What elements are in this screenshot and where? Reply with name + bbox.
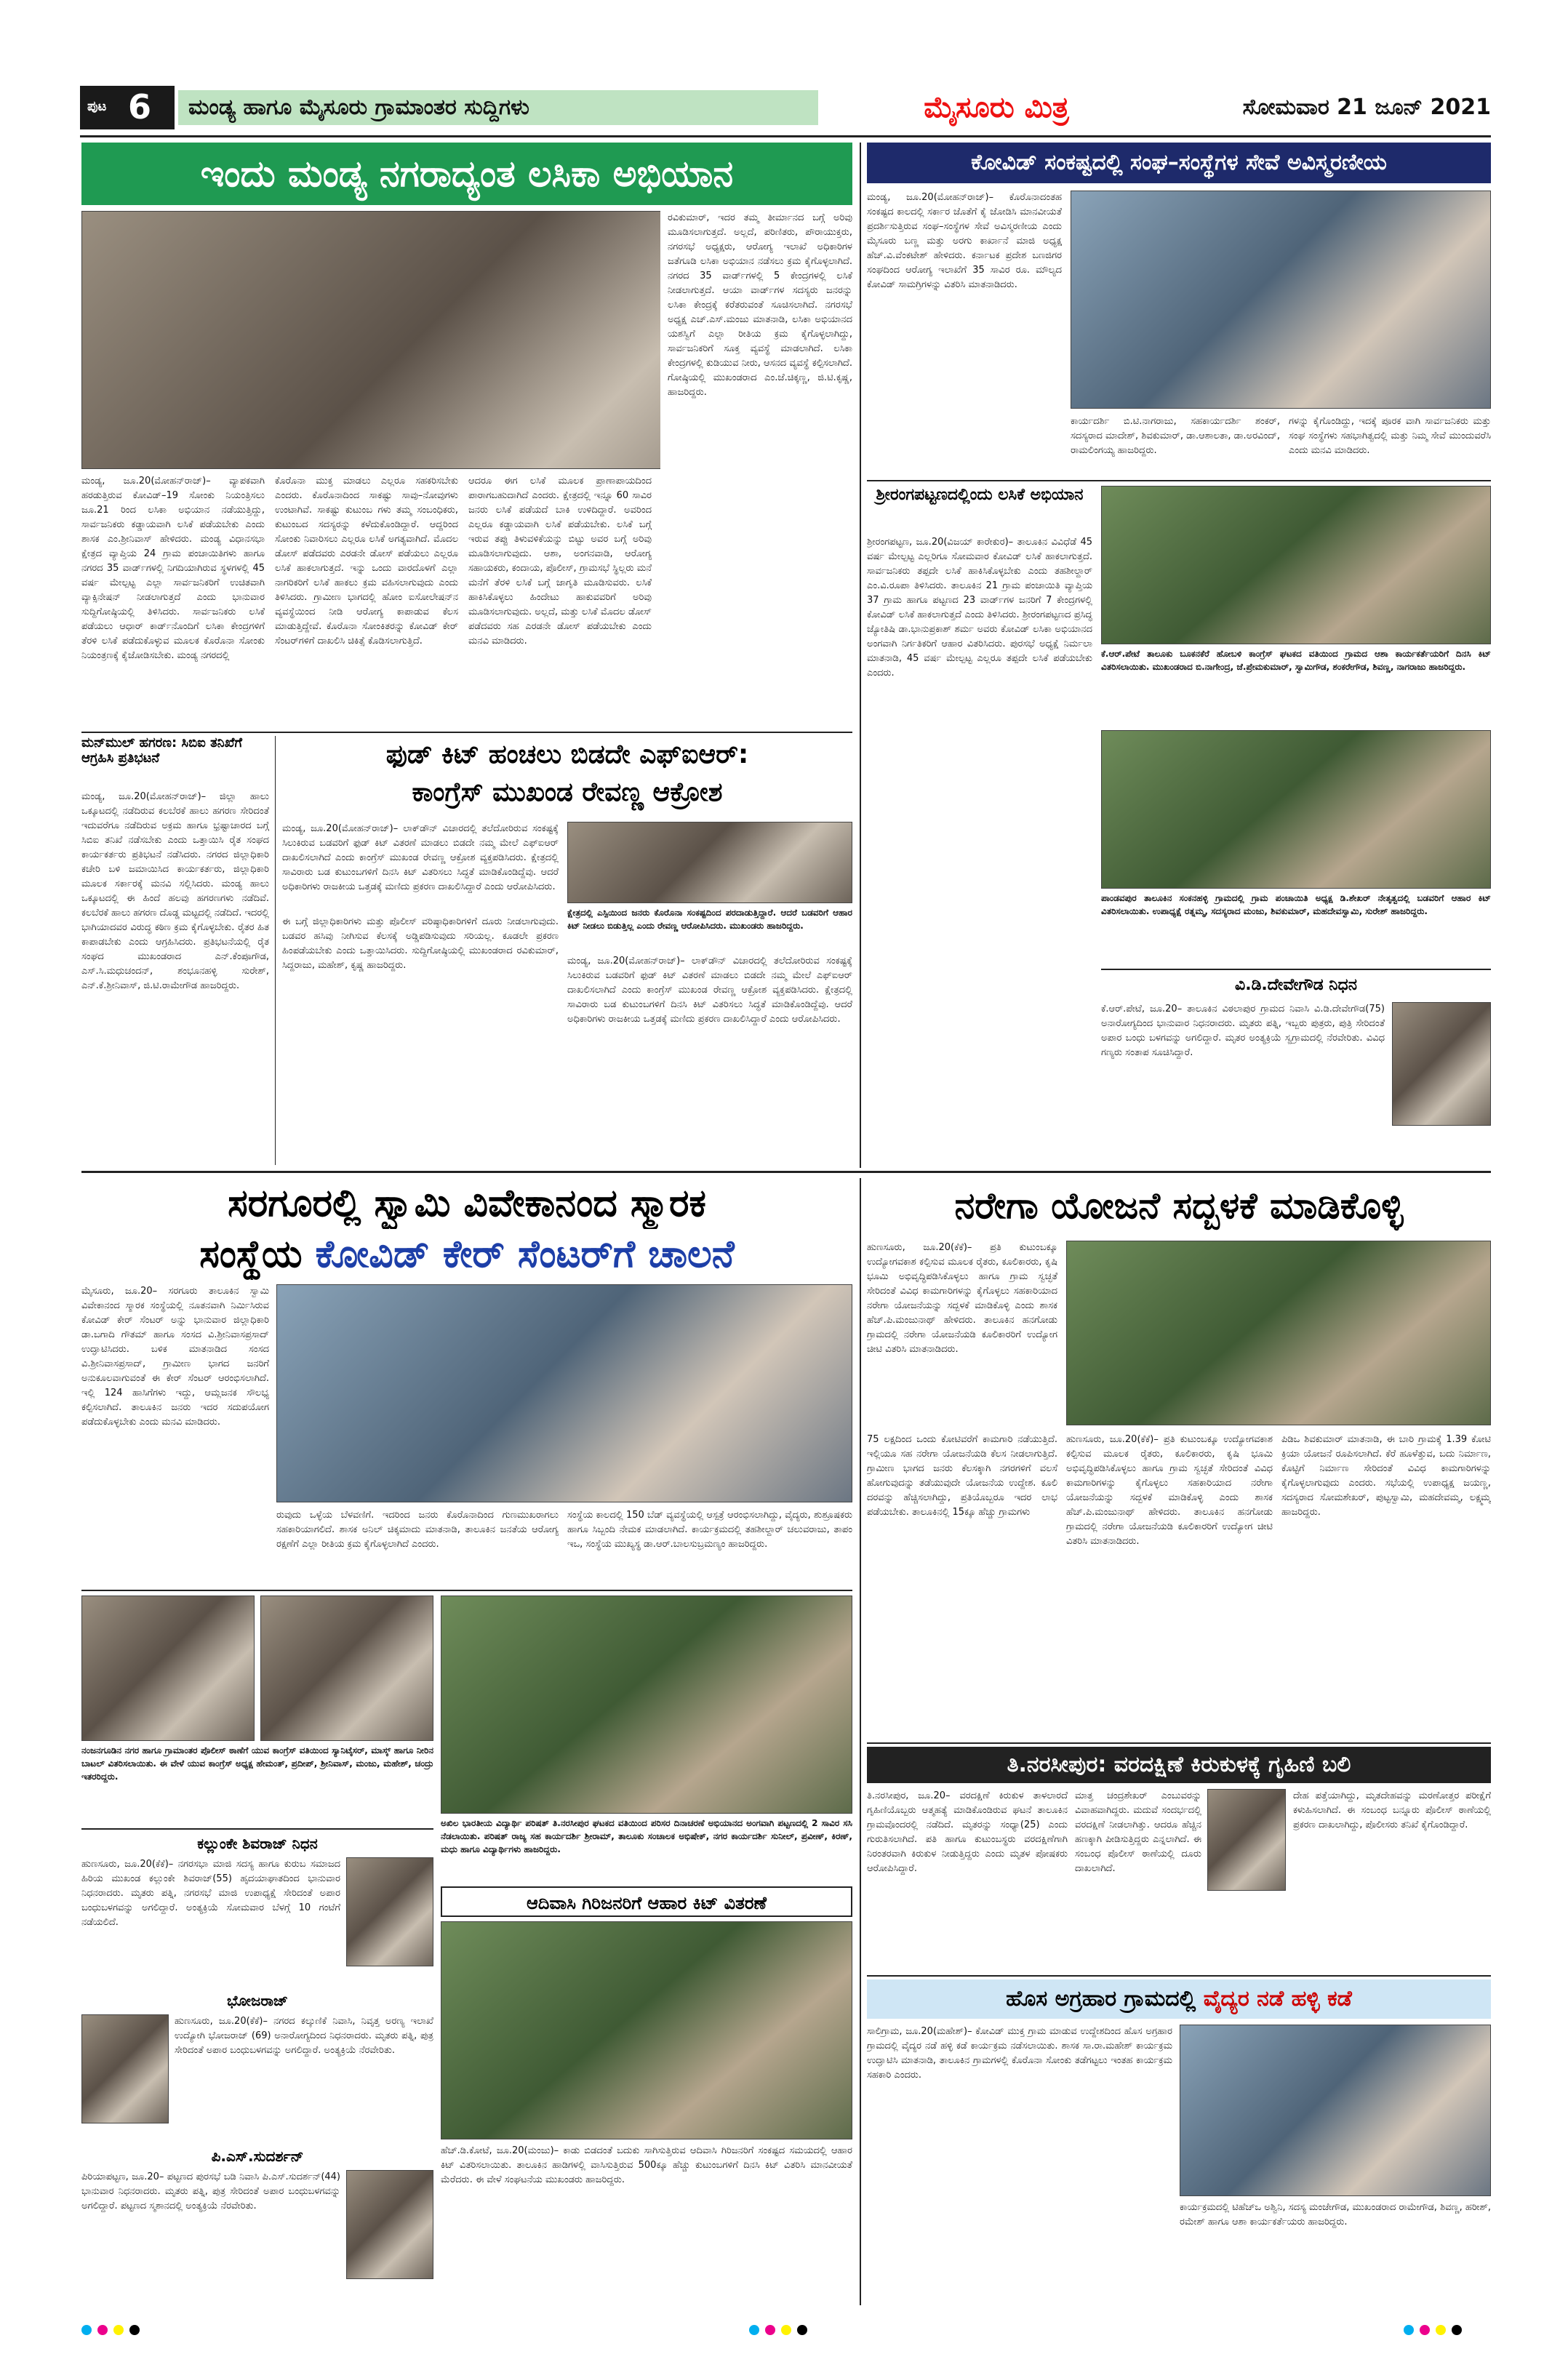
article-vaccination-col1: ಮಂಡ್ಯ, ಜೂ.20(ಮೋಹನ್‌ರಾಜ್)– ವ್ಯಾಪಕವಾಗಿ ಹರಡುತ್ತಿರುವ ಕೋವಿಡ್–19 ಸೋಂಕು ನಿಯಂತ್ರಿಸಲು ಜೂ.21 ರಿಂದ ಲಸಿಕಾ ಅಭಿಯಾನ ನಡೆಯುತ್ತಿದ್ದು, ಸಾರ್ವಜನಿಕರು ಕಡ್ಡಾಯವಾಗಿ ಲಸಿಕೆ ಪಡೆಯಬೇಕು ಎಂದು ಶಾಸಕ ಎಂ.ಶ್ರೀನಿವಾಸ್ ಹೇಳಿದರು. ಮಂಡ್ಯ ವಿಧಾನಸಭಾ ಕ್ಷೇತ್ರದ ವ್ಯಾಪ್ತಿಯ 24 ಗ್ರಾಮ ಪಂಚಾಯಿತಿಗಳು ಹಾಗೂ ನಗರದ 35 ವಾರ್ಡ್‌ಗಳಲ್ಲಿ ನಿಗದಿಯಾಗಿರುವ ಸ್ಥಳಗಳಲ್ಲಿ 45 ವರ್ಷ ಮೇಲ್ಪಟ್ಟ ಎಲ್ಲಾ ಸಾರ್ವಜನಿಕರಿಗೆ ಉಚಿತವಾಗಿ ವ್ಯಾಕ್ಸಿನೇಷನ್ ನೀಡಲಾಗುತ್ತದೆ ಎಂದು ಭಾನುವಾರ ಸುದ್ದಿಗೋಷ್ಠಿಯಲ್ಲಿ ತಿಳಿಸಿದರು. ಸಾರ್ವಜನಿಕರು ಲಸಿಕೆ ಪಡೆಯಲು ಆಧಾರ್ ಕಾರ್ಡ್‌ನೊಂದಿಗೆ ಲಸಿಕಾ ಕೇಂದ್ರಗಳಿಗೆ ತೆರಳಿ ಲಸಿಕೆ ಪಡೆದುಕೊಳ್ಳುವ ಮೂಲಕ ಕೊರೊನಾ ಸೋಂಕು ನಿಯಂತ್ರಣಕ್ಕೆ ಕೈಜೋಡಿಸಬೇಕು. ಮಂಡ್ಯ ನಗರದಲ್ಲಿ [81,476,265,661]
column-divider [275,736,276,1165]
yellow-dot [1436,2325,1446,2335]
section-divider [867,1742,1491,1744]
headline-part-a: ಸಂಸ್ಥೆಯ [199,1233,303,1276]
page-number-box [80,86,175,129]
article-foodkit-col2: ಈ ಬಗ್ಗೆ ಜಿಲ್ಲಾಧಿಕಾರಿಗಳು ಮತ್ತು ಪೊಲೀಸ್ ವರಿಷ್ಠಾಧಿಕಾರಿಗಳಿಗೆ ದೂರು ನೀಡಲಾಗುವುದು. ಬಡವರ ಹಸಿವು ನೀಗಿಸುವ ಕೆಲಸಕ್ಕೆ ಅಡ್ಡಿಪಡಿಸುವುದು ಸರಿಯಲ್ಲ. ಕೂಡಲೇ ಪ್ರಕರಣ ಹಿಂಪಡೆಯಬೇಕು ಎಂದು ಒತ್ತಾಯಿಸಿದರು. ಸುದ್ದಿಗೋಷ್ಠಿಯಲ್ಲಿ ಮುಖಂಡರಾದ ರವಿಕುಮಾರ್, ಸಿದ್ದರಾಜು, ಮಹೇಶ್, ಕೃಷ್ಣ ಹಾಜರಿದ್ದರು. [282,916,559,971]
masthead-rule [80,135,1491,137]
article-saragur-col1: ಮೈಸೂರು, ಜೂ.20– ಸರಗೂರು ತಾಲೂಕಿನ ಸ್ವಾಮಿ ವಿವೇಕಾನಂದ ಸ್ಮಾರಕ ಸಂಸ್ಥೆಯಲ್ಲಿ ನೂತನವಾಗಿ ನಿರ್ಮಿಸಿರುವ ಕೋವಿಡ್ ಕೇರ್ ಸೆಂಟರ್ ಅನ್ನು ಭಾನುವಾರ ಜಿಲ್ಲಾಧಿಕಾರಿ ಡಾ.ಬಗಾದಿ ಗೌತಮ್ ಹಾಗೂ ಸಂಸದ ವಿ.ಶ್ರೀನಿವಾಸಪ್ರಸಾದ್ ಉದ್ಘಾಟಿಸಿದರು. ಬಳಿಕ ಮಾತನಾಡಿದ ಸಂಸದ ವಿ.ಶ್ರೀನಿವಾಸಪ್ರಸಾದ್, ಗ್ರಾಮೀಣ ಭಾಗದ ಜನರಿಗೆ ಅನುಕೂಲವಾಗುವಂತೆ ಈ ಕೇರ್ ಸೆಂಟರ್ ಆರಂಭಿಸಲಾಗಿದೆ. ಇಲ್ಲಿ 124 ಹಾಸಿಗೆಗಳು ಇದ್ದು, ಆಮ್ಲಜನಕ ಸೌಲಭ್ಯ ಕಲ್ಪಿಸಲಾಗಿದೆ. ತಾಲೂಕಿನ ಜನರು ಇದರ ಸದುಪಯೋಗ ಪಡೆದುಕೊಳ್ಳಬೇಕು ಎಂದು ಮನವಿ ಮಾಡಿದರು. [81,1286,269,1428]
article-vaccination-col4: ರವಿಕುಮಾರ್, ಇದರ ತಮ್ಮ ತೀರ್ಮಾನದ ಬಗ್ಗೆ ಅರಿವು ಮೂಡಿಸಲಾಗುತ್ತದೆ. ಅಲ್ಲದೆ, ಪರಿಣಿತರು, ಪೌರಾಯುಕ್ತರು, ನಗರಸಭೆ ಅಧ್ಯಕ್ಷರು, ಆರೋಗ್ಯ ಇಲಾಖೆ ಅಧಿಕಾರಿಗಳ ಜತೆಗೂಡಿ ಲಸಿಕಾ ಅಭಿಯಾನ ನಡೆಸಲು ಕ್ರಮ ಕೈಗೊಳ್ಳಲಾಗಿದೆ. ನಗರದ 35 ವಾರ್ಡ್‌ಗಳಲ್ಲಿ 5 ಕೇಂದ್ರಗಳಲ್ಲಿ ಲಸಿಕೆ ನೀಡಲಾಗುತ್ತದೆ. ಆಯಾ ವಾರ್ಡ್‌ಗಳ ಸದಸ್ಯರು ಜನರನ್ನು ಲಸಿಕಾ ಕೇಂದ್ರಕ್ಕೆ ಕರೆತರುವಂತೆ ಸೂಚಿಸಲಾಗಿದೆ. ನಗರಸಭೆ ಅಧ್ಯಕ್ಷ ಎಚ್.ಎಸ್.ಮಂಜು ಮಾತನಾಡಿ, ಲಸಿಕಾ ಅಭಿಯಾನದ ಯಶಸ್ವಿಗೆ ಎಲ್ಲಾ ರೀತಿಯ ಕ್ರಮ ಕೈಗೊಳ್ಳಲಾಗಿದ್ದು, ಸಾರ್ವಜನಿಕರಿಗೆ ಸೂಕ್ತ ವ್ಯವಸ್ಥೆ ಮಾಡಲಾಗಿದೆ. ಲಸಿಕಾ ಕೇಂದ್ರಗಳಲ್ಲಿ ಕುಡಿಯುವ ನೀರು, ಆಸನದ ವ್ಯವಸ್ಥೆ ಕಲ್ಪಿಸಲಾಗಿದೆ. ಗೋಷ್ಠಿಯಲ್ಲಿ ಮುಖಂಡರಾದ ಎಂ.ಜೆ.ಚಿಕ್ಕಣ್ಣ, ಜಿ.ಟಿ.ಕೃಷ್ಣ, ಹಾಜರಿದ್ದರು. [660,211,852,727]
photo-covid-care-centre [276,1284,852,1502]
black-dot [1452,2325,1462,2335]
obituary-headline: ಪಿ.ಎಸ್.ಸುದರ್ಶನ್ [211,2147,304,2165]
photo-org-donation [1071,191,1491,409]
obituary-body: ಪಿರಿಯಾಪಟ್ಟಣ, ಜೂ.20– ಪಟ್ಟಣದ ಪುರಸಭೆ ಬಡಿ ನಿವಾಸಿ ಪಿ.ಎಸ್.ಸುದರ್ಶನ್(44) ಭಾನುವಾರ ನಿಧನರಾದರು. ಮೃತರು ಪತ್ನಿ, ಪುತ್ರ ಸೇರಿದಂತೆ ಅಪಾರ ಬಂಧುಬಳಗವನ್ನು ಅಗಲಿದ್ದಾರೆ. ಪಟ್ಟಣದ ಸ್ಮಶಾನದಲ್ಲಿ ಅಂತ್ಯಕ್ರಿಯೆ ನೆರವೇರಿತು. [81,2171,340,2211]
section-divider [867,480,1491,481]
section-title: ಮಂಡ್ಯ ಹಾಗೂ ಮೈಸೂರು ಗ್ರಾಮಾಂತರ ಸುದ್ದಿಗಳು [178,90,818,125]
article-vaccination-col2: ಕೊರೊನಾ ಮುಕ್ತ ಮಾಡಲು ಎಲ್ಲರೂ ಸಹಕರಿಸಬೇಕು ಎಂದರು. ಕೊರೊನಾದಿಂದ ಸಾಕಷ್ಟು ಸಾವು–ನೋವುಗಳು ಉಂಟಾಗಿವೆ. ಸಾಕಷ್ಟು ಕುಟುಂಬ ಗಳು ತಮ್ಮ ಸಂಬಂಧಿಕರು, ಕುಟುಂಬದ ಸದಸ್ಯರನ್ನು ಕಳೆದುಕೊಂಡಿದ್ದಾರೆ. ಆದ್ದರಿಂದ ಸೋಂಕು ನಿವಾರಿಸಲು ಎಲ್ಲರೂ ಲಸಿಕೆ ಅಗತ್ಯವಾಗಿದೆ. ಮೊದಲ ಡೋಸ್ ಪಡೆದವರು ಎರಡನೇ ಡೋಸ್ ಪಡೆಯಲು ಎಲ್ಲರೂ ಲಸಿಕೆ ಹಾಕಲಾಗುತ್ತದೆ. ಇನ್ನು ಒಂದು ವಾರದೊಳಗೆ ಎಲ್ಲಾ ನಾಗರಿಕರಿಗೆ ಲಸಿಕೆ ಹಾಕಲು ಕ್ರಮ ವಹಿಸಲಾಗುವುದು ಎಂದು ತಿಳಿಸಿದರು. ಗ್ರಾಮೀಣ ಭಾಗದಲ್ಲಿ ಹೋಂ ಐಸೋಲೇಷನ್‌ನ ವ್ಯವಸ್ಥೆಯಿಂದ ನೀಡಿ ಆರೋಗ್ಯ ಕಾಪಾಡುವ ಕೆಲಸ ಮಾಡುತ್ತಿದ್ದೇವೆ. ಕೊರೊನಾ ಸೋಂಕಿತರನ್ನು ಕೋವಿಡ್ ಕೇರ್ ಸೆಂಟರ್‌ಗಳಿಗೆ ದಾಖಲಿಸಿ ಚಿಕಿತ್ಸೆ ಕೊಡಿಸಲಾಗುತ್ತಿದೆ. [275,476,458,646]
headline-srirangapatna: ಶ್ರೀರಂಗಪಟ್ಟಣದಲ್ಲಿಂದು ಲಸಿಕೆ ಅಭಿಯಾನ [876,486,1084,504]
obituary-headline: ಭೋಜರಾಜ್ [227,1992,288,2009]
magenta-dot [765,2325,775,2335]
headline-part-b: ವೈದ್ಯರ ನಡೆ ಹಳ್ಳಿ ಕಡೆ [1203,1986,1352,2011]
article-manmul: ಮಂಡ್ಯ, ಜೂ.20(ಮೋಹನ್‌ರಾಜ್)– ಜಿಲ್ಲಾ ಹಾಲು ಒಕ್ಕೂಟದಲ್ಲಿ ನಡೆದಿರುವ ಕಲಬೆರಕೆ ಹಾಲು ಹಗರಣ ಸೇರಿದಂತೆ ಇದುವರೆಗೂ ನಡೆದಿರುವ ಅಕ್ರಮ ಹಾಗೂ ಭ್ರಷ್ಟಾಚಾರದ ಬಗ್ಗೆ ಸಿಬಿಐ ತನಿಖೆ ನಡೆಸಬೇಕು ಎಂದು ಒತ್ತಾಯಿಸಿ ರೈತ ಸಂಘದ ಕಾರ್ಯಕರ್ತರು ಪ್ರತಿಭಟನೆ ನಡೆಸಿದರು. ನಗರದ ಜಿಲ್ಲಾಧಿಕಾರಿ ಕಚೇರಿ ಬಳಿ ಜಮಾಯಿಸಿದ ಕಾರ್ಯಕರ್ತರು, ಜಿಲ್ಲಾಧಿಕಾರಿ ಮೂಲಕ ಸರ್ಕಾರಕ್ಕೆ ಮನವಿ ಸಲ್ಲಿಸಿದರು. ಮಂಡ್ಯ ಹಾಲು ಒಕ್ಕೂಟದಲ್ಲಿ ಈ ಹಿಂದೆ ಹಲವು ಹಗರಣಗಳು ನಡೆದಿವೆ. ಕಲಬೆರಕೆ ಹಾಲು ಹಗರಣ ದೊಡ್ಡ ಮಟ್ಟದಲ್ಲಿ ನಡೆದಿದೆ. ಇದರಲ್ಲಿ ಭಾಗಿಯಾದವರ ವಿರುದ್ಧ ಕಠಿಣ ಕ್ರಮ ಕೈಗೊಳ್ಳಬೇಕು. ರೈತರ ಹಿತ ಕಾಪಾಡಬೇಕು ಎಂದು ಆಗ್ರಹಿಸಿದರು. ಪ್ರತಿಭಟನೆಯಲ್ಲಿ ರೈತ ಸಂಘದ ಮುಖಂಡರಾದ ಎನ್.ಕೆಂಪೂಗೌಡ, ಎಸ್.ಸಿ.ಮಧುಚಂದನ್, ಶಂಭೂನಹಳ್ಳಿ ಸುರೇಶ್, ಎನ್.ಕೆ.ಶ್ರೀನಿವಾಸ್, ಜಿ.ಟಿ.ರಾಮೇಗೌಡ ಹಾಜರಿದ್ದರು. [81,791,269,991]
headline-tribal-kit: ಆದಿವಾಸಿ ಗಿರಿಜನರಿಗೆ ಆಹಾರ ಕಿಟ್ ವಿತರಣೆ [441,1886,852,1917]
cyan-dot [81,2325,92,2335]
headline-org-service [867,143,1491,183]
article-tribal-kit: ಹೆಚ್.ಡಿ.ಕೋಟೆ, ಜೂ.20(ಮಂಜು)– ಕಾಡು ಬಿಡದಂತೆ ಬದುಕು ಸಾಗಿಸುತ್ತಿರುವ ಆದಿವಾಸಿ ಗಿರಿಜನರಿಗೆ ಸಂಕಷ್ಟದ ಸಮಯದಲ್ಲಿ ಆಹಾರ ಕಿಟ್ ವಿತರಿಸಲಾಯಿತು. ತಾಲೂಕಿನ ಹಾಡಿಗಳಲ್ಲಿ ವಾಸಿಸುತ್ತಿರುವ 500ಕ್ಕೂ ಹೆಚ್ಚು ಕುಟುಂಬಗಳಿಗೆ ದಿನಸಿ ಕಿಟ್ ವಿತರಿಸಿ ಮಾನವೀಯತೆ ಮೆರೆದರು. ಈ ವೇಳೆ ಸಂಘಟನೆಯ ಮುಖಂಡರು ಹಾಜರಿದ್ದರು. [441,2145,852,2185]
photo-doctors-village [1180,2025,1491,2196]
article-org-col1: ಮಂಡ್ಯ, ಜೂ.20(ಮೋಹನ್‌ರಾಜ್)– ಕೊರೊನಾದಂತಹ ಸಂಕಷ್ಟದ ಕಾಲದಲ್ಲಿ ಸರ್ಕಾರ ಜೊತೆಗೆ ಕೈ ಜೋಡಿಸಿ ಮಾನವೀಯತೆ ಪ್ರದರ್ಶಿಸುತ್ತಿರುವ ಸಂಘ–ಸಂಸ್ಥೆಗಳ ಸೇವೆ ಅವಿಸ್ಮರಣೀಯ ಎಂದು ಮೈಸೂರು ಬಣ್ಣ ಮತ್ತು ಅರಗು ಕಾರ್ಖಾನೆ ಮಾಜಿ ಅಧ್ಯಕ್ಷ ಹೆಚ್.ವಿ.ವೆಂಕಟೇಶ್ ಹೇಳಿದರು. ಕರ್ನಾಟಕ ಪ್ರದೇಶ ಬಣಜಿಗರ ಸಂಘದಿಂದ ಆರೋಗ್ಯ ಇಲಾಖೆಗೆ 35 ಸಾವಿರ ರೂ. ಮೌಲ್ಯದ ಕೋವಿಡ್ ಸಾಮಗ್ರಿಗಳನ್ನು ವಿತರಿಸಿ ಮಾತನಾಡಿದರು. [867,192,1062,290]
caption-youth-congress: ನಂಜನಗೂಡಿನ ನಗರ ಹಾಗೂ ಗ್ರಾಮಾಂತರ ಪೊಲೀಸ್ ಠಾಣೆಗೆ ಯುವ ಕಾಂಗ್ರೆಸ್ ವತಿಯಿಂದ ಸ್ಯಾನಿಟೈಸರ್, ಮಾಸ್ಕ್ ಹಾಗೂ ನೀರಿನ ಬಾಟಲ್ ವಿತರಿಸಲಾಯಿತು. ಈ ವೇಳೆ ಯುವ ಕಾಂಗ್ರೆಸ್ ಅಧ್ಯಕ್ಷ ಹೇಮಂತ್, ಪ್ರದೀಪ್, ಶ್ರೀನಿವಾಸ್, ಮಂಜು, ಮಹೇಶ್, ಚಂದ್ರು ಇತರರಿದ್ದರು. [81,1745,433,1782]
caption-revanna-press: ಕ್ಷೇತ್ರದಲ್ಲಿ ಎಸ್ಪಿಯಿಂದ ಜನರು ಕೊರೊನಾ ಸಂಕಷ್ಟದಿಂದ ಪರದಾಡುತ್ತಿದ್ದಾರೆ. ಆದರೆ ಬಡವರಿಗೆ ಆಹಾರ ಕಿಟ್ ನೀಡಲು ಬಿಡುತ್ತಿಲ್ಲ ಎಂದು ರೇವಣ್ಣ ಆರೋಪಿಸಿದರು. ಮುಖಂಡರು ಹಾಜರಿದ್ದರು. [567,908,852,931]
magenta-dot [97,2325,108,2335]
headline-part-b: ಕೋವಿಡ್ ಕೇರ್ ಸೆಂಟರ್‌ಗೆ ಚಾಲನೆ [315,1233,735,1276]
headline-text [867,1979,1491,2019]
page-label: ಪುಟ [87,99,107,114]
photo-youth-congress [260,1596,433,1741]
photo-kit-distribution-1 [1101,486,1491,644]
newspaper-logo: ಮೈಸೂರು ಮಿತ್ರ [924,91,1069,124]
headline-dowry-death [867,1747,1491,1783]
headline-saragur-ccc [81,1178,852,1280]
yellow-dot [781,2325,791,2335]
registration-marks-right [1404,2324,1468,2338]
photo-revanna-press [567,822,852,903]
headline-text: ಇಂದು ಮಂಡ್ಯ ನಗರಾದ್ಯಂತ ಲಸಿಕಾ ಅಭಿಯಾನ [200,153,734,195]
headline-doctors-village [867,1979,1491,2019]
caption-kit-distribution-2: ಪಾಂಡವಪುರ ತಾಲೂಕಿನ ಸಂಕನಹಳ್ಳಿ ಗ್ರಾಮದಲ್ಲಿ ಗ್ರಾಮ ಪಂಚಾಯಿತಿ ಅಧ್ಯಕ್ಷ ಡಿ.ಶೇಖರ್ ನೇತೃತ್ವದಲ್ಲಿ ಬಡವರಿಗೆ ಆಹಾರ ಕಿಟ್ ವಿತರಿಸಲಾಯಿತು. ಉಪಾಧ್ಯಕ್ಷೆ ರತ್ನಮ್ಮ, ಸದಸ್ಯರಾದ ಮಂಜು, ಶಿವಕುಮಾರ್, ಮಹದೇವಸ್ವಾಮಿ, ಸುರೇಶ್ ಹಾಜರಿದ್ದರು. [1101,893,1491,916]
article-org-col3: ಗಳನ್ನು ಕೈಗೊಂಡಿದ್ದು, ಇದಕ್ಕೆ ಪೂರಕ ವಾಗಿ ಸಾರ್ವಜನಿಕರು ಮತ್ತು ಸಂಘ ಸಂಸ್ಥೆಗಳು ಸಹಭಾಗಿತ್ವದಲ್ಲಿ ಮತ್ತು ನಿಮ್ಮ ಸೇವೆ ಮುಂದುವರೆಸಿ ಎಂದು ಮನವಿ ಮಾಡಿದರು. [1289,416,1491,456]
section-divider [81,732,852,733]
obituary-shivaraj [81,1833,433,1987]
article-doctors-col1: ಸಾಲಿಗ್ರಾಮ, ಜೂ.20(ಮಹೇಶ್)– ಕೋವಿಡ್ ಮುಕ್ತ ಗ್ರಾಮ ಮಾಡುವ ಉದ್ದೇಶದಿಂದ ಹೊಸ ಅಗ್ರಹಾರ ಗ್ರಾಮದಲ್ಲಿ ವೈದ್ಯರ ನಡೆ ಹಳ್ಳಿ ಕಡೆ ಕಾರ್ಯಕ್ರಮ ನಡೆಸಲಾಯಿತು. ಶಾಸಕ ಸಾ.ರಾ.ಮಹೇಶ್ ಕಾರ್ಯಕ್ರಮ ಉದ್ಘಾಟಿಸಿ ಮಾತನಾಡಿ, ತಾಲೂಕಿನ ಗ್ರಾಮಗಳಲ್ಲಿ ಕೊರೊನಾ ಸೋಂಕು ತಡೆಗಟ್ಟಲು ಇಂತಹ ಕಾರ್ಯಕ್ರಮ ಸಹಕಾರಿ ಎಂದರು. [867,2026,1172,2081]
article-foodkit-col3: ಮಂಡ್ಯ, ಜೂ.20(ಮೋಹನ್‌ರಾಜ್)– ಲಾಕ್‌ಡೌನ್ ವಿಚಾರದಲ್ಲಿ ತಲೆದೋರಿರುವ ಸಂಕಷ್ಟಕ್ಕೆ ಸಿಲುಕಿರುವ ಬಡವರಿಗೆ ಫುಡ್ ಕಿಟ್ ವಿತರಣೆ ಮಾಡಲು ಬಿಡದೇ ನಮ್ಮ ಮೇಲೆ ಎಫ್‌ಐಆರ್ ದಾಖಲಿಸಲಾಗಿದೆ ಎಂದು ಕಾಂಗ್ರೆಸ್ ಮುಖಂಡ ರೇವಣ್ಣ ಆಕ್ರೋಶ ವ್ಯಕ್ತಪಡಿಸಿದರು. ಕ್ಷೇತ್ರದಲ್ಲಿ ಸಾವಿರಾರು ಬಡ ಕುಟುಂಬಗಳಿಗೆ ದಿನಸಿ ಕಿಟ್ ವಿತರಿಸಲು ಸಿದ್ಧತೆ ಮಾಡಿಕೊಂಡಿದ್ದೆವು. ಆದರೆ ಅಧಿಕಾರಿಗಳು ರಾಜಕೀಯ ಒತ್ತಡಕ್ಕೆ ಮಣಿದು ಪ್ರಕರಣ ದಾಖಲಿಸಿದ್ದಾರೆ ಎಂದು ಆರೋಪಿಸಿದರು. [567,956,852,1025]
article-saragur-col2: ರುವುದು ಒಳ್ಳೆಯ ಬೆಳವಣಿಗೆ. ಇದರಿಂದ ಜನರು ಕೊರೊನಾದಿಂದ ಗುಣಮುಖರಾಗಲು ಸಹಕಾರಿಯಾಗಲಿದೆ. ಶಾಸಕ ಅನಿಲ್ ಚಿಕ್ಕಮಾದು ಮಾತನಾಡಿ, ತಾಲೂಕಿನ ಜನತೆಯ ಆರೋಗ್ಯ ರಕ್ಷಣೆಗೆ ಎಲ್ಲಾ ರೀತಿಯ ಕ್ರಮ ಕೈಗೊಳ್ಳಲಾಗಿದೆ ಎಂದರು. [276,1510,559,1550]
section-divider [867,1975,1491,1977]
photo-tribal-kit [441,1921,852,2139]
photo-police-station [81,1596,255,1741]
article-nrega-col3: ಪಿಡಿಒ ಶಿವಕುಮಾರ್ ಮಾತನಾಡಿ, ಈ ಬಾರಿ ಗ್ರಾಮಕ್ಕೆ 1.39 ಕೋಟಿ ಕ್ರಿಯಾ ಯೋಜನೆ ರೂಪಿಸಲಾಗಿದೆ. ಕೆರೆ ಹೂಳೆತ್ತುವ, ಬದು ನಿರ್ಮಾಣ, ಕೊಟ್ಟಿಗೆ ನಿರ್ಮಾಣ ಸೇರಿದಂತೆ ವಿವಿಧ ಕಾಮಗಾರಿಗಳನ್ನು ಕೈಗೊಳ್ಳಲಾಗುವುದು ಎಂದರು. ಸಭೆಯಲ್ಲಿ ಉಪಾಧ್ಯಕ್ಷ ಜಯಣ್ಣ, ಸದಸ್ಯರಾದ ಸೋಮಶೇಖರ್, ಪುಟ್ಟಸ್ವಾಮಿ, ಮಹದೇವಮ್ಮ, ಲಕ್ಷ್ಮಮ್ಮ ಹಾಜರಿದ್ದರು. [1281,1434,1491,1518]
headline-vaccination-drive [81,143,852,205]
article-dowry-col1: ತಿ.ನರಸೀಪುರ, ಜೂ.20– ವರದಕ್ಷಿಣೆ ಕಿರುಕುಳ ತಾಳಲಾರದೆ ಗೃಹಿಣಿಯೊಬ್ಬರು ಆತ್ಮಹತ್ಯೆ ಮಾಡಿಕೊಂಡಿರುವ ಘಟನೆ ತಾಲೂಕಿನ ಗ್ರಾಮವೊಂದರಲ್ಲಿ ನಡೆದಿದೆ. ಮೃತರನ್ನು ಸಂಧ್ಯಾ(25) ಎಂದು ಗುರುತಿಸಲಾಗಿದೆ. ಪತಿ ಹಾಗೂ ಕುಟುಂಬಸ್ಥರು ವರದಕ್ಷಿಣೆಗಾಗಿ ನಿರಂತರವಾಗಿ ಕಿರುಕುಳ ನೀಡುತ್ತಿದ್ದರು ಎಂದು ಮೃತಳ ಪೋಷಕರು ಆರೋಪಿಸಿದ್ದಾರೆ. [867,1790,1068,1874]
caption-abvp-plantation: ಅಖಿಲ ಭಾರತೀಯ ವಿದ್ಯಾರ್ಥಿ ಪರಿಷತ್ ತಿ.ನರಸೀಪುರ ಘಟಕದ ವತಿಯಿಂದ ಪರಿಸರ ದಿನಾಚರಣೆ ಅಭಿಯಾನದ ಅಂಗವಾಗಿ ಪಟ್ಟಣದಲ್ಲಿ 2 ಸಾವಿರ ಸಸಿ ನೆಡಲಾಯಿತು. ಪರಿಷತ್ ರಾಜ್ಯ ಸಹ ಕಾರ್ಯದರ್ಶಿ ಶ್ರೀರಾಮ್, ತಾಲೂಕು ಸಂಚಾಲಕ ಅಭಿಷೇಕ್, ನಗರ ಕಾರ್ಯದರ್ಶಿ ಸುನೀಲ್, ಪ್ರವೀಣ್, ಕಿರಣ್, ಮಧು ಹಾಗೂ ವಿದ್ಯಾರ್ಥಿಗಳು ಹಾಜರಿದ್ದರು. [441,1818,852,1854]
article-nrega-col2: 75 ಲಕ್ಷದಿಂದ ಒಂದು ಕೋಟಿವರೆಗೆ ಕಾಮಗಾರಿ ನಡೆಯುತ್ತಿದೆ. ಇಲ್ಲಿಯೂ ಸಹ ನರೇಗಾ ಯೋಜನೆಯಡಿ ಕೆಲಸ ನೀಡಲಾಗುತ್ತಿದೆ. ಗ್ರಾಮೀಣ ಭಾಗದ ಜನರು ಕೆಲಸಕ್ಕಾಗಿ ನಗರಗಳಿಗೆ ವಲಸೆ ಹೋಗುವುದನ್ನು ತಡೆಯುವುದೇ ಯೋಜನೆಯ ಉದ್ದೇಶ. ಕೂಲಿ ದರವನ್ನು ಹೆಚ್ಚಿಸಲಾಗಿದ್ದು, ಪ್ರತಿಯೊಬ್ಬರೂ ಇದರ ಲಾಭ ಪಡೆಯಬೇಕು. ತಾಲೂಕಿನಲ್ಲಿ 15ಕ್ಕೂ ಹೆಚ್ಚು ಗ್ರಾಮಗಳು [867,1434,1057,1518]
headline-line-1: ಫುಡ್ ಕಿಟ್ ಹಂಚಲು ಬಿಡದೇ ಎಫ್‌ಐಆರ್: [385,740,749,769]
registration-marks-left [81,2324,145,2338]
headline-line-2 [81,1229,852,1280]
portrait-devegowda [1392,1002,1491,1126]
black-dot [129,2325,140,2335]
photo-kit-distribution-2 [1101,730,1491,889]
article-org-col2: ಕಾರ್ಯದರ್ಶಿ ಬಿ.ಟಿ.ನಾಗರಾಜು, ಸಹಕಾರ್ಯದರ್ಶಿ ಶಂಕರ್, ಸದಸ್ಯರಾದ ಮಾದೇಶ್, ಶಿವಕುಮಾರ್, ಡಾ.ಆಶಾಲತಾ, ಡಾ.ಅರವಿಂದ್, ರಾಮಲಿಂಗಯ್ಯ ಹಾಜರಿದ್ದರು. [1071,416,1280,456]
obituary-body: ಹುಣಸೂರು, ಜೂ.20(ಕೆಕೆ)– ನಗರದ ಕಲ್ಕುಣಿಕೆ ನಿವಾಸಿ, ನಿವೃತ್ತ ಅರಣ್ಯ ಇಲಾಖೆ ಉದ್ಯೋಗಿ ಭೋಜರಾಜ್ (69) ಅನಾರೋಗ್ಯದಿಂದ ನಿಧನರಾದರು. ಮೃತರು ಪತ್ನಿ, ಪುತ್ರ ಸೇರಿದಂತೆ ಅಪಾರ ಬಂಧುಬಳಗವನ್ನು ಅಗಲಿದ್ದಾರೆ. ಅಂತ್ಯಕ್ರಿಯೆ ನೆರವೇರಿತು. [175,2016,433,2056]
obituary-sudarshan [81,2145,433,2305]
headline-line-1: ಸರಗೂರಲ್ಲಿ ಸ್ವಾಮಿ ವಿವೇಕಾನಂದ ಸ್ಮಾರಕ [228,1182,706,1225]
portrait-shivaraj [346,1857,433,1966]
article-nrega-col1: ಹುಣಸೂರು, ಜೂ.20(ಕೆಕೆ)– ಪ್ರತಿ ಕುಟುಂಬಕ್ಕೂ ಉದ್ಯೋಗವಕಾಶ ಕಲ್ಪಿಸುವ ಮೂಲಕ ರೈತರು, ಕೂಲಿಕಾರರು, ಕೃಷಿ ಭೂಮಿ ಅಭಿವೃದ್ಧಿಪಡಿಸಿಕೊಳ್ಳಲು ಹಾಗೂ ಗ್ರಾಮ ಸ್ವಚ್ಛತೆ ಸೇರಿದಂತೆ ವಿವಿಧ ಕಾಮಗಾರಿಗಳನ್ನು ಕೈಗೊಳ್ಳಲು ಸಹಕಾರಿಯಾದ ನರೇಗಾ ಯೋಜನೆಯನ್ನು ಸದ್ಬಳಕೆ ಮಾಡಿಕೊಳ್ಳಿ ಎಂದು ಶಾಸಕ ಹೆಚ್.ಪಿ.ಮಂಜುನಾಥ್ ಹೇಳಿದರು. ತಾಲೂಕಿನ ಹನಗೋಡು ಗ್ರಾಮದಲ್ಲಿ ನರೇಗಾ ಯೋಜನೆಯಡಿ ಕೂಲಿಕಾರರಿಗೆ ಉದ್ಯೋಗ ಚೀಟಿ ವಿತರಿಸಿ ಮಾತನಾಡಿದರು. [867,1242,1057,1355]
portrait-bhojaraj [81,2014,169,2123]
headline-text: ತಿ.ನರಸೀಪುರ: ವರದಕ್ಷಿಣೆ ಕಿರುಕುಳಕ್ಕೆ ಗೃಹಿಣಿ ಬಲಿ [1007,1752,1351,1777]
portrait-victim [1207,1789,1286,1891]
headline-line-2: ಕಾಂಗ್ರೆಸ್ ಮುಖಂಡ ರೇವಣ್ಣ ಆಕ್ರೋಶ [412,777,723,807]
photo-abvp-plantation [441,1596,852,1814]
column-divider [860,143,861,1168]
section-divider [81,1828,433,1830]
registration-marks-center [749,2324,813,2338]
article-nrega-col2b: ಹುಣಸೂರು, ಜೂ.20(ಕೆಕೆ)– ಪ್ರತಿ ಕುಟುಂಬಕ್ಕೂ ಉದ್ಯೋಗವಕಾಶ ಕಲ್ಪಿಸುವ ಮೂಲಕ ರೈತರು, ಕೂಲಿಕಾರರು, ಕೃಷಿ ಭೂಮಿ ಅಭಿವೃದ್ಧಿಪಡಿಸಿಕೊಳ್ಳಲು ಹಾಗೂ ಗ್ರಾಮ ಸ್ವಚ್ಛತೆ ಸೇರಿದಂತೆ ವಿವಿಧ ಕಾಮಗಾರಿಗಳನ್ನು ಕೈಗೊಳ್ಳಲು ಸಹಕಾರಿಯಾದ ನರೇಗಾ ಯೋಜನೆಯನ್ನು ಸದ್ಬಳಕೆ ಮಾಡಿಕೊಳ್ಳಿ ಎಂದು ಶಾಸಕ ಹೆಚ್.ಪಿ.ಮಂಜುನಾಥ್ ಹೇಳಿದರು. ತಾಲೂಕಿನ ಹನಗೋಡು ಗ್ರಾಮದಲ್ಲಿ ನರೇಗಾ ಯೋಜನೆಯಡಿ ಕೂಲಿಕಾರರಿಗೆ ಉದ್ಯೋಗ ಚೀಟಿ ವಿತರಿಸಿ ಮಾತನಾಡಿದರು. [1066,1434,1273,1547]
headline-text: ಕೋವಿಡ್ ಸಂಕಷ್ಟದಲ್ಲಿ ಸಂಘ–ಸಂಸ್ಥೆಗಳ ಸೇವೆ ಅವಿಸ್ಮರಣೀಯ [971,150,1387,175]
section-divider [81,1590,852,1591]
article-vaccination-col3: ಆದರೂ ಈಗ ಲಸಿಕೆ ಮೂಲಕ ಪ್ರಾಣಾಪಾಯದಿಂದ ಪಾರಾಗಬಹುದಾಗಿದೆ ಎಂದರು. ಕ್ಷೇತ್ರದಲ್ಲಿ ಇನ್ನೂ 60 ಸಾವಿರ ಜನರು ಲಸಿಕೆ ಪಡೆಯದೆ ಬಾಕಿ ಉಳಿದಿದ್ದಾರೆ. ಅವರಿಂದ ಎಲ್ಲರೂ ಕಡ್ಡಾಯವಾಗಿ ಲಸಿಕೆ ಪಡೆಯಬೇಕು. ಲಸಿಕೆ ಬಗ್ಗೆ ಇರುವ ತಪ್ಪು ತಿಳುವಳಿಕೆಯನ್ನು ಬಿಟ್ಟು ಅವರ ಬಗ್ಗೆ ಅರಿವು ಮೂಡಿಸಲಾಗುವುದು. ಆಶಾ, ಅಂಗನವಾಡಿ, ಆರೋಗ್ಯ ಸಹಾಯಕರು, ಕಂದಾಯ, ಪೊಲೀಸ್, ಗ್ರಾಮಸಭೆ ಸ್ಥಿಲ್ಲರು ಮನೆ ಮನೆಗೆ ತೆರಳಿ ಲಸಿಕೆ ಬಗ್ಗೆ ಜಾಗೃತಿ ಮೂಡಿಸುವರು. ಲಸಿಕೆ ಹಾಕಿಸಿಕೊಳ್ಳಲು ಹಿಂದೇಟು ಹಾಕುವವರಿಗೆ ಅರಿವು ಮೂಡಿಸಲಾಗುವುದು. ಅಲ್ಲದೆ, ಮತ್ತು ಲಸಿಕೆ ಮೊದಲ ಡೋಸ್ ಪಡೆದವರು ಸಹ ಎರಡನೇ ಡೋಸ್ ಪಡೆಯಬೇಕು ಎಂದು ಮನವಿ ಮಾಡಿದರು. [468,476,652,646]
cyan-dot [749,2325,759,2335]
page-number: 6 [128,87,152,127]
masthead [80,86,1491,131]
magenta-dot [1420,2325,1430,2335]
black-dot [797,2325,807,2335]
portrait-sudarshan [346,2170,433,2279]
article-doctors-col3: ಕಾರ್ಯಕ್ರಮದಲ್ಲಿ ಟಿಹೆಚ್‌ಒ ಅಶ್ವಿನಿ, ಸದಸ್ಯ ಮಂಜೇಗೌಡ, ಮುಖಂಡರಾದ ರಾಮೇಗೌಡ, ಶಿವಣ್ಣ, ಹರೀಶ್, ರಮೇಶ್ ಹಾಗೂ ಆಶಾ ಕಾರ್ಯಕರ್ತೆಯರು ಹಾಜರಿದ್ದರು. [1180,2202,1491,2227]
obituary-headline: ಕಲ್ಲುಂಕೇ ಶಿವರಾಜ್ ನಿಧನ [197,1835,318,1852]
obituary-body: ಹುಣಸೂರು, ಜೂ.20(ಕೆಕೆ)– ನಗರಸಭಾ ಮಾಜಿ ಸದಸ್ಯ ಹಾಗೂ ಕುರುಬ ಸಮಾಜದ ಹಿರಿಯ ಮುಖಂಡ ಕಲ್ಲುಂಕೇ ಶಿವರಾಜ್(55) ಹೃದಯಾಘಾತದಿಂದ ಭಾನುವಾರ ನಿಧನರಾದರು. ಮೃತರು ಪತ್ನಿ, ನಗರಸಭೆ ಮಾಜಿ ಉಪಾಧ್ಯಕ್ಷೆ ಸೇರಿದಂತೆ ಅಪಾರ ಬಂಧುಬಳಗವನ್ನು ಅಗಲಿದ್ದಾರೆ. ಅಂತ್ಯಕ್ರಿಯೆ ಸೋಮವಾರ ಬೆಳಗ್ಗೆ 10 ಗಂಟೆಗೆ ನಡೆಯಲಿದೆ. [81,1859,340,1928]
article-saragur-col3: ಸಂಸ್ಥೆಯ ಕಾಲದಲ್ಲಿ 150 ಬೆಡ್ ವ್ಯವಸ್ಥೆಯಲ್ಲಿ ಆಸ್ಪತ್ರೆ ಆರಂಭಿಸಲಾಗಿದ್ದು, ವೈದ್ಯರು, ಶುಶ್ರೂಷಕರು ಹಾಗೂ ಸಿಬ್ಬಂದಿ ನೇಮಕ ಮಾಡಲಾಗಿದೆ. ಕಾರ್ಯಕ್ರಮದಲ್ಲಿ ತಹಶೀಲ್ದಾರ್ ಚಲುವರಾಜು, ತಾಪಂ ಇಒ, ಸಂಸ್ಥೆಯ ಮುಖ್ಯಸ್ಥ ಡಾ.ಆರ್.ಬಾಲಸುಬ್ರಮಣ್ಯಂ ಹಾಜರಿದ್ದರು. [567,1510,852,1550]
headline-manmul-protest: ಮನ್‌ಮುಲ್ ಹಗರಣ: ಸಿಬಿಐ ತನಿಖೆಗೆ ಆಗ್ರಹಿಸಿ ಪ್ರತಿಭಟನೆ [81,736,242,766]
headline-nrega: ನರೇಗಾ ಯೋಜನೆ ಸದ್ಬಳಕೆ ಮಾಡಿಕೊಳ್ಳಿ [954,1185,1404,1227]
headline-part-a: ಹೊಸ ಅಗ್ರಹಾರ ಗ್ರಾಮದಲ್ಲಿ [1006,1986,1196,2011]
headline-foodkit-fir [282,736,852,816]
article-foodkit-col1: ಮಂಡ್ಯ, ಜೂ.20(ಮೋಹನ್‌ರಾಜ್)– ಲಾಕ್‌ಡೌನ್ ವಿಚಾರದಲ್ಲಿ ತಲೆದೋರಿರುವ ಸಂಕಷ್ಟಕ್ಕೆ ಸಿಲುಕಿರುವ ಬಡವರಿಗೆ ಫುಡ್ ಕಿಟ್ ವಿತರಣೆ ಮಾಡಲು ಬಿಡದೇ ನಮ್ಮ ಮೇಲೆ ಎಫ್‌ಐಆರ್ ದಾಖಲಿಸಲಾಗಿದೆ ಎಂದು ಕಾಂಗ್ರೆಸ್ ಮುಖಂಡ ರೇವಣ್ಣ ಆಕ್ರೋಶ ವ್ಯಕ್ತಪಡಿಸಿದರು. ಕ್ಷೇತ್ರದಲ್ಲಿ ಸಾವಿರಾರು ಬಡ ಕುಟುಂಬಗಳಿಗೆ ದಿನಸಿ ಕಿಟ್ ವಿತರಿಸಲು ಸಿದ್ಧತೆ ಮಾಡಿಕೊಂಡಿದ್ದೆವು. ಆದರೆ ಅಧಿಕಾರಿಗಳು ರಾಜಕೀಯ ಒತ್ತಡಕ್ಕೆ ಮಣಿದು ಪ್ರಕರಣ ದಾಖಲಿಸಿದ್ದಾರೆ ಎಂದು ಆರೋಪಿಸಿದರು. [282,823,559,892]
obituary-headline: ವಿ.ಡಿ.ದೇವೇಗೌಡ ನಿಧನ [1235,976,1357,994]
yellow-dot [113,2325,124,2335]
photo-nrega-meeting [1066,1241,1491,1425]
issue-date: ಸೋಮವಾರ 21 ಜೂನ್ 2021 [1242,95,1491,120]
article-dowry-col2: ಮಾತ್ತ ಚಂದ್ರಶೇಖರ್ ಎಂಬುವರನ್ನು ವಿವಾಹವಾಗಿದ್ದರು. ಮದುವೆ ಸಂದರ್ಭದಲ್ಲಿ ವರದಕ್ಷಿಣೆ ನೀಡಲಾಗಿತ್ತು. ಆದರೂ ಹೆಚ್ಚಿನ ಹಣಕ್ಕಾಗಿ ಪೀಡಿಸುತ್ತಿದ್ದರು ಎನ್ನಲಾಗಿದೆ. ಈ ಸಂಬಂಧ ಪೊಲೀಸ್ ಠಾಣೆಯಲ್ಲಿ ದೂರು ದಾಖಲಾಗಿದೆ. [1075,1790,1201,1874]
article-srirangapatna: ಶ್ರೀರಂಗಪಟ್ಟಣ, ಜೂ.20(ವಿಜಯ್ ಕಾರೇಕುರ)– ತಾಲೂಕಿನ ವಿವಿಧೆಡೆ 45 ವರ್ಷ ಮೇಲ್ಪಟ್ಟ ಎಲ್ಲರಿಗೂ ಸೋಮವಾರ ಕೋವಿಡ್ ಲಸಿಕೆ ಹಾಕಲಾಗುತ್ತದೆ. ಸಾರ್ವಜನಿಕರು ತಪ್ಪದೇ ಲಸಿಕೆ ಹಾಕಿಸಿಕೊಳ್ಳಬೇಕು ಎಂದು ತಹಶೀಲ್ದಾರ್ ಎಂ.ವಿ.ರೂಪಾ ತಿಳಿಸಿದರು. ತಾಲೂಕಿನ 21 ಗ್ರಾಮ ಪಂಚಾಯಿತಿ ವ್ಯಾಪ್ತಿಯ 37 ಗ್ರಾಮ ಹಾಗೂ ಪಟ್ಟಣದ 23 ವಾರ್ಡ್‌ಗಳ ಜನರಿಗೆ 7 ಕೇಂದ್ರಗಳಲ್ಲಿ ಕೋವಿಡ್ ಲಸಿಕೆ ಹಾಕಲಾಗುತ್ತದೆ ಎಂದು ತಿಳಿಸಿದರು. ಶ್ರೀರಂಗಪಟ್ಟಣದ ಪ್ರಸಿದ್ಧ ಜ್ಯೋತಿಷಿ ಡಾ.ಭಾನುಪ್ರಕಾಶ್ ಶರ್ಮ ಅವರು ಕೋವಿಡ್ ಲಸಿಕಾ ಅಭಿಯಾನದ ಅಂಗವಾಗಿ ನಿರ್ಗತಿಕರಿಗೆ ಆಹಾರ ವಿತರಿಸಿದರು. ಪುರಸಭೆ ಅಧ್ಯಕ್ಷೆ ನಿರ್ಮಲಾ ಮಾತನಾಡಿ, 45 ವರ್ಷ ಮೇಲ್ಪಟ್ಟ ಎಲ್ಲರೂ ತಪ್ಪದೇ ಲಸಿಕೆ ಪಡೆಯಬೇಕು ಎಂದರು. [867,537,1092,678]
obituary-devegowda [1101,969,1491,1165]
obituary-bhojaraj [81,1990,433,2142]
cyan-dot [1404,2325,1414,2335]
section-divider [81,1171,1491,1173]
column-divider [860,1178,861,2305]
caption-kit-distribution-1: ಕೆ.ಆರ್.ಪೇಟೆ ತಾಲೂಕು ಬೂಕನಕೆರೆ ಹೋಬಳಿ ಕಾಂಗ್ರೆಸ್ ಘಟಕದ ವತಿಯಿಂದ ಗ್ರಾಮದ ಆಶಾ ಕಾರ್ಯಕರ್ತೆಯರಿಗೆ ದಿನಸಿ ಕಿಟ್ ವಿತರಿಸಲಾಯಿತು. ಮುಖಂಡರಾದ ಬಿ.ನಾಗೇಂದ್ರ, ಜೆ.ಪ್ರೇಮಕುಮಾರ್, ಸ್ವಾಮಿಗೌಡ, ಶಂಕರೇಗೌಡ, ಶಿವಣ್ಣ, ನಾಗರಾಜು ಹಾಜರಿದ್ದರು. [1101,649,1491,672]
article-dowry-col3: ದೇಹ ಪತ್ತೆಯಾಗಿದ್ದು, ಮೃತದೇಹವನ್ನು ಮರಣೋತ್ತರ ಪರೀಕ್ಷೆಗೆ ಕಳುಹಿಸಲಾಗಿದೆ. ಈ ಸಂಬಂಧ ಬನ್ನೂರು ಪೊಲೀಸ್ ಠಾಣೆಯಲ್ಲಿ ಪ್ರಕರಣ ದಾಖಲಾಗಿದ್ದು, ಪೊಲೀಸರು ತನಿಖೆ ಕೈಗೊಂಡಿದ್ದಾರೆ. [1293,1790,1491,1830]
obituary-body: ಕೆ.ಆರ್.ಪೇಟೆ, ಜೂ.20– ತಾಲೂಕಿನ ವಿಠಲಾಪುರ ಗ್ರಾಮದ ನಿವಾಸಿ ವಿ.ಡಿ.ದೇವೇಗೌಡ(75) ಅನಾರೋಗ್ಯದಿಂದ ಭಾನುವಾರ ನಿಧನರಾದರು. ಮೃತರು ಪತ್ನಿ, ಇಬ್ಬರು ಪುತ್ರರು, ಪುತ್ರಿ ಸೇರಿದಂತೆ ಅಪಾರ ಬಂಧು ಬಳಗವನ್ನು ಅಗಲಿದ್ದಾರೆ. ಮೃತರ ಅಂತ್ಯಕ್ರಿಯೆ ಸ್ವಗ್ರಾಮದಲ್ಲಿ ನೆರವೇರಿತು. ವಿವಿಧ ಗಣ್ಯರು ಸಂತಾಪ ಸೂಚಿಸಿದ್ದಾರೆ. [1101,1004,1385,1058]
